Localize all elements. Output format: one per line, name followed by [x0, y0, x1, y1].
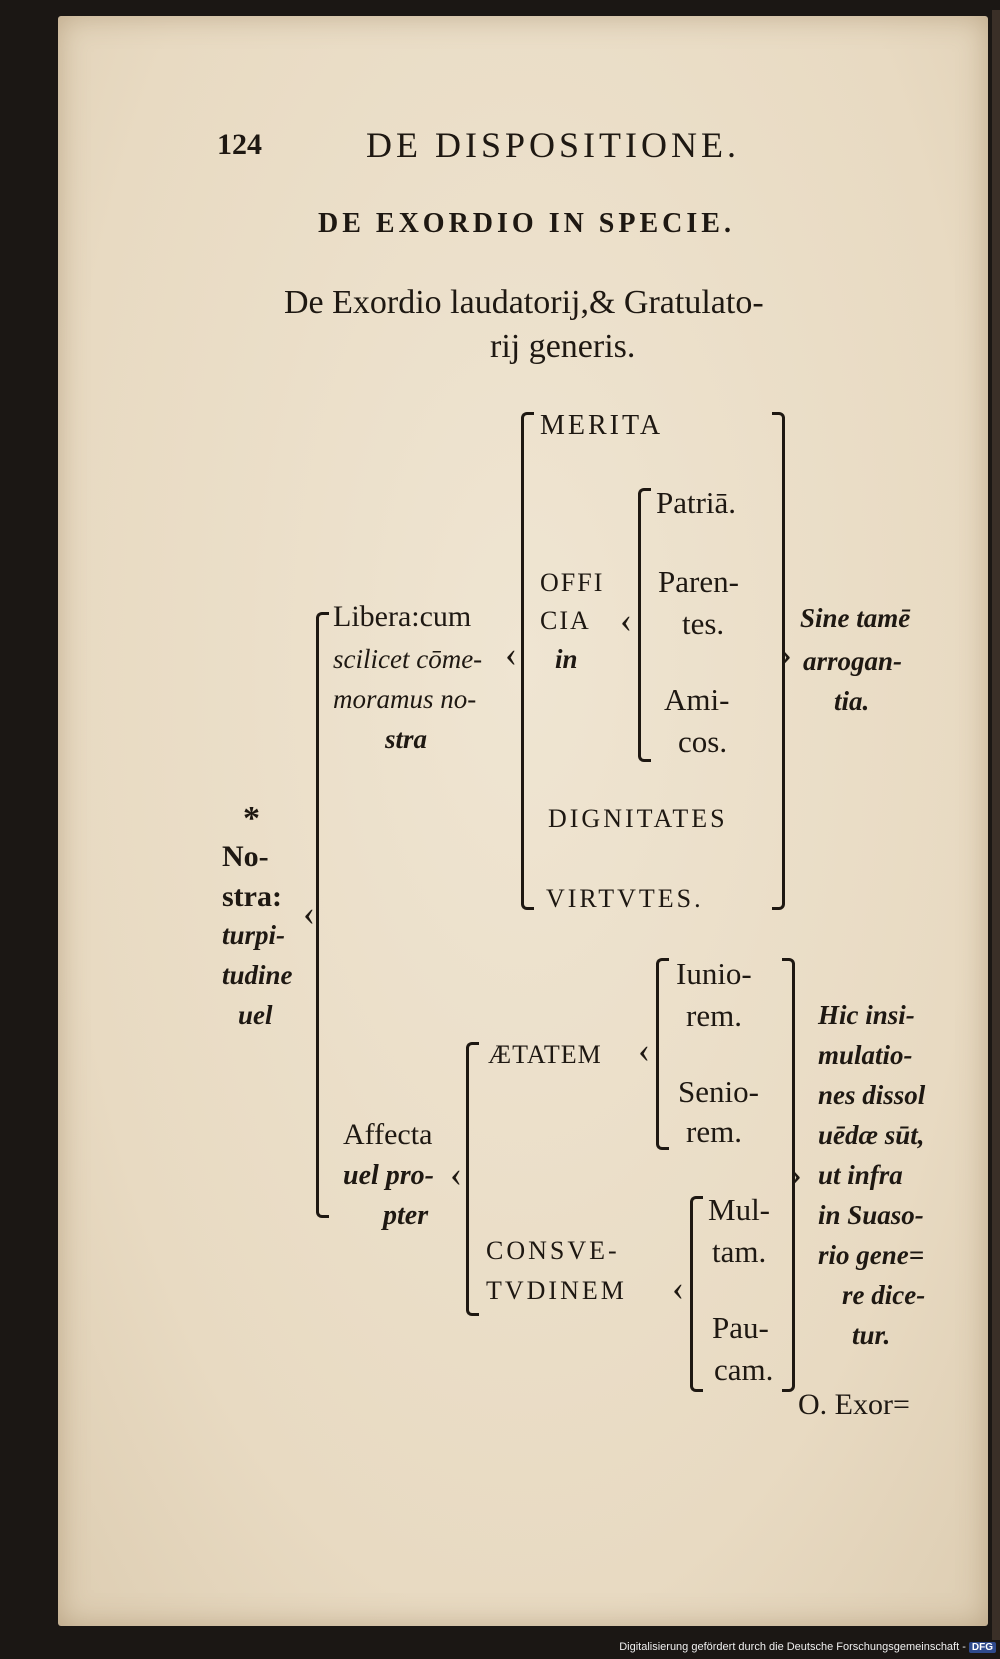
virtutes-label: VIRTVTES.: [546, 884, 704, 913]
consuetudinem-brace-tip: ‹: [672, 1268, 684, 1308]
subtitle-line-1: De Exordio laudatorij,& Gratulato-: [284, 284, 764, 321]
note-2-line: uēdæ sūt,: [818, 1120, 925, 1150]
libera-line: moramus no-: [333, 684, 477, 714]
note-2-line: re dice-: [842, 1280, 926, 1310]
subtitle-line-2: rij generis.: [490, 328, 636, 365]
consuetudinem-item: cam.: [714, 1352, 774, 1387]
aetatem-item: rem.: [686, 1114, 742, 1149]
libera-closing-tip: ›: [780, 634, 792, 674]
root-line: tudine: [222, 960, 293, 990]
aetatem-brace-tip: ‹: [638, 1030, 650, 1070]
root-line: uel: [238, 1000, 273, 1030]
consuetudinem-brace: [690, 1196, 703, 1392]
catchword: O. Exor=: [798, 1388, 910, 1421]
affecta-line: Affecta: [343, 1118, 433, 1151]
consuetudinem-item: tam.: [712, 1234, 767, 1269]
officia-brace: [638, 488, 651, 762]
merita-label: MERITA: [540, 410, 664, 441]
page-number: 124: [217, 128, 262, 161]
officia-line: OFFI: [540, 568, 605, 597]
libera-line: scilicet cōme-: [333, 644, 483, 674]
running-title: DE DISPOSITIONE.: [366, 125, 740, 165]
libera-line: stra: [385, 724, 428, 754]
officia-item: Ami-: [664, 682, 730, 717]
note-2-line: tur.: [852, 1320, 891, 1350]
libera-line: Libera:cum: [333, 600, 472, 633]
consuetudinem-line: TVDINEM: [486, 1276, 627, 1305]
officia-item: Paren-: [658, 564, 739, 599]
note-1-line: tia.: [834, 686, 870, 716]
libera-brace: [521, 412, 534, 910]
root-line: turpi-: [222, 920, 286, 950]
aetatem-label: ÆTATEM: [488, 1040, 602, 1069]
affecta-closing-tip: ›: [790, 1154, 802, 1194]
note-1-line: arrogan-: [803, 646, 903, 676]
note-2-line: mulatio-: [818, 1040, 913, 1070]
aetatem-item: rem.: [686, 998, 742, 1033]
consuetudinem-item: Pau-: [712, 1310, 769, 1345]
officia-brace-tip: ‹: [620, 600, 632, 640]
page-edge: [992, 10, 1000, 1640]
note-2-line: Hic insi-: [818, 1000, 915, 1030]
dignitates-label: DIGNITATES: [548, 804, 728, 833]
digitization-footer: [619, 1641, 996, 1653]
officia-item: tes.: [682, 606, 725, 641]
root-line: No-: [222, 840, 269, 873]
dfg-logo: DFG: [969, 1642, 996, 1653]
affecta-brace: [466, 1042, 479, 1316]
root-asterisk: *: [243, 800, 260, 837]
affecta-line: pter: [383, 1200, 429, 1231]
officia-item: cos.: [678, 724, 728, 759]
note-2-line: in Suaso-: [818, 1200, 924, 1230]
note-1-line: Sine tamē: [800, 603, 911, 633]
aetatem-brace: [656, 958, 669, 1150]
consuetudinem-line: CONSVE-: [486, 1236, 620, 1265]
section-title: DE EXORDIO IN SPECIE.: [318, 208, 735, 239]
officia-line: CIA: [540, 606, 591, 635]
affecta-line: uel pro-: [343, 1160, 434, 1191]
officia-line: in: [555, 644, 578, 674]
libera-brace-tip: ‹: [505, 634, 517, 674]
consuetudinem-item: Mul-: [708, 1192, 770, 1227]
officia-item: Patriā.: [656, 485, 737, 520]
note-2-line: rio gene=: [818, 1240, 925, 1270]
note-2-line: nes dissol: [818, 1080, 926, 1110]
affecta-brace-tip: ‹: [450, 1154, 462, 1194]
note-2-line: ut infra: [818, 1160, 903, 1190]
root-brace-tip: ‹: [303, 893, 315, 933]
aetatem-item: Senio-: [678, 1074, 759, 1109]
root-line: stra:: [222, 880, 282, 913]
footer-text: Digitalisierung gefördert durch die Deutsche Forschungsgemeinschaft -: [619, 1641, 966, 1653]
root-brace: [316, 612, 329, 1218]
aetatem-item: Iunio-: [676, 956, 752, 991]
